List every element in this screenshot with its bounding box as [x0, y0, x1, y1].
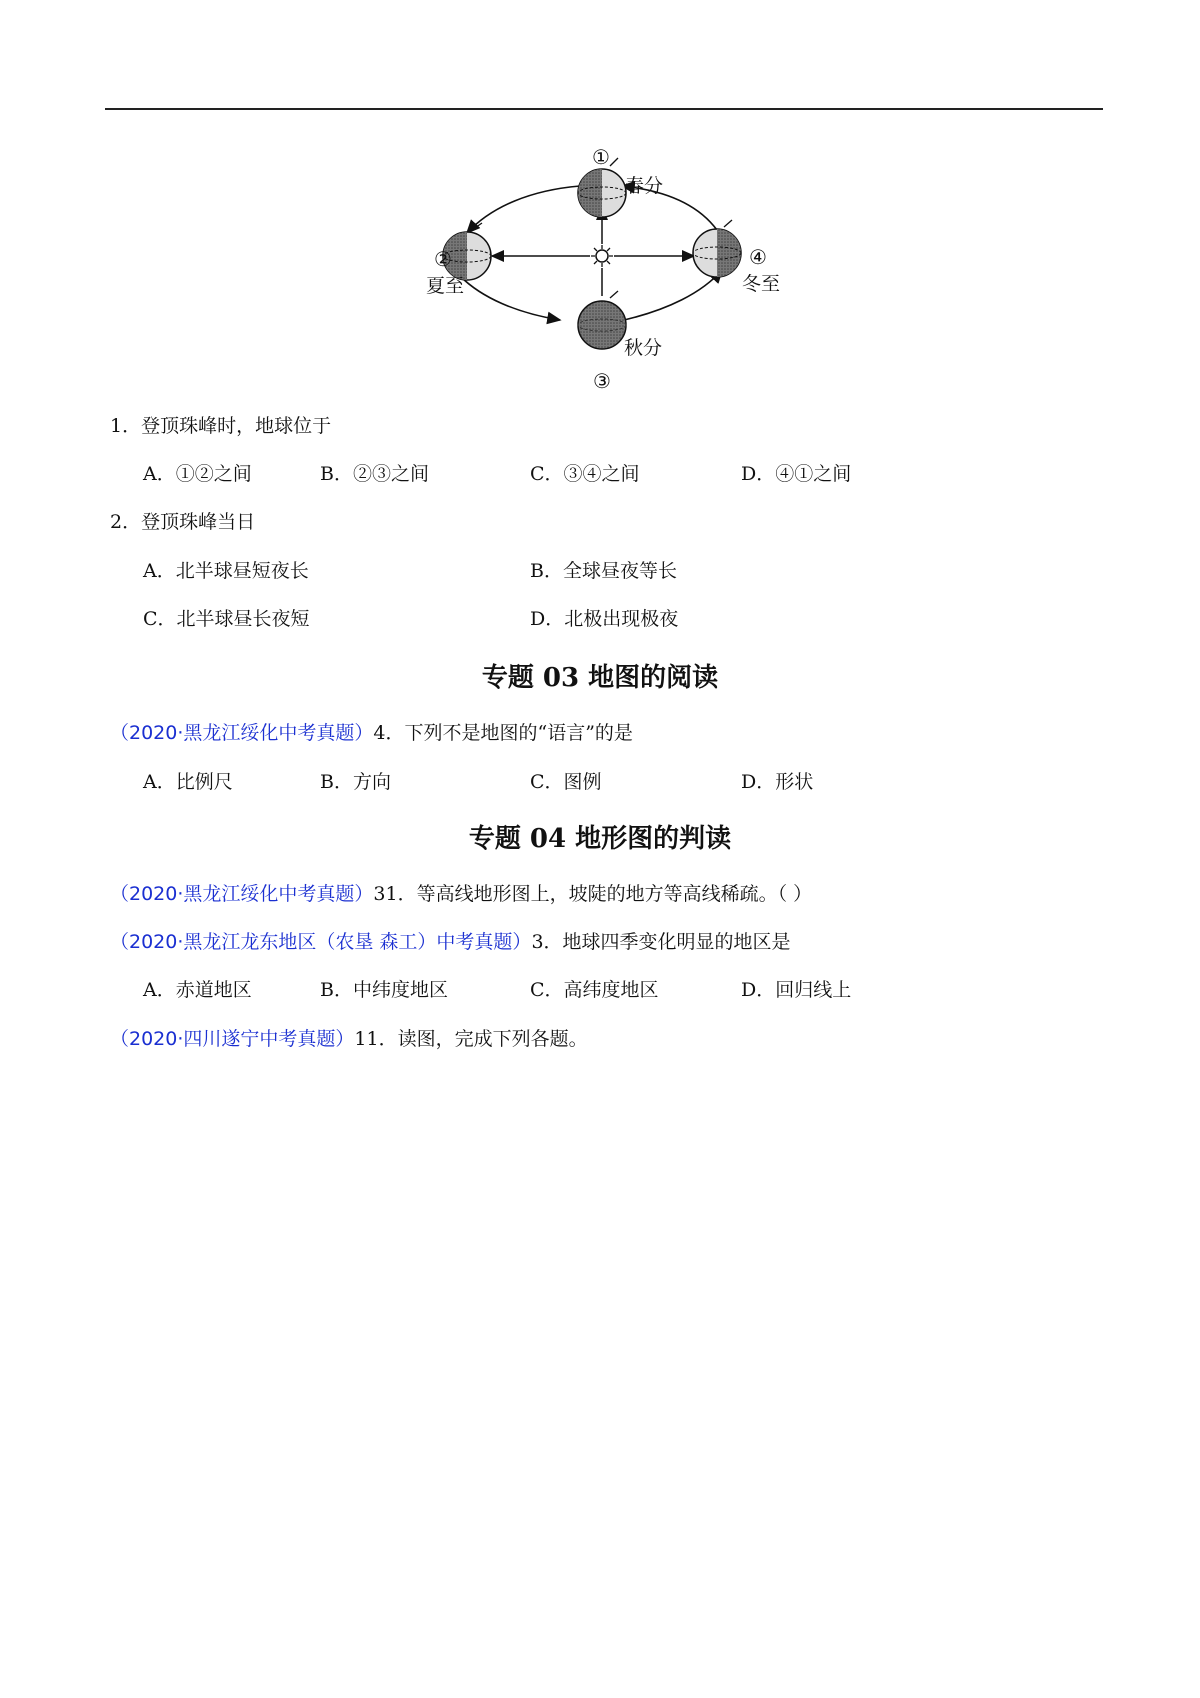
orbit-arc-3-4 [624, 270, 722, 320]
sun-icon [591, 245, 613, 267]
q2-option-b: B．全球昼夜等长 [530, 560, 677, 582]
q31-stem: 31．等高线地形图上，坡陡的地方等高线稀疏。（ ） [373, 883, 813, 905]
label-n3: ③ [593, 369, 611, 393]
q4-stem: 4．下列不是地图的“语言”的是 [373, 722, 633, 744]
q2-option-d: D．北极出现极夜 [530, 608, 679, 630]
q3-option-d: D．回归线上 [741, 979, 852, 1001]
q2-option-c: C．北半球昼长夜短 [143, 608, 310, 630]
earth-orbit-figure [412, 148, 792, 398]
q4-option-a: A．比例尺 [143, 771, 233, 793]
q11-line [110, 1026, 588, 1052]
earth-autumn [578, 291, 626, 349]
q3-option-c: C．高纬度地区 [530, 979, 659, 1001]
header-rule [105, 108, 1103, 110]
section03-title: 专题 03 地图的阅读 [481, 663, 719, 693]
section04-title: 专题 04 地形图的判读 [468, 824, 732, 854]
q2-option-a: A．北半球昼短夜长 [143, 560, 309, 582]
q2-stem: 2．登顶珠峰当日 [110, 511, 256, 533]
label-autumn: 秋分 [624, 337, 663, 359]
q4-line [110, 720, 633, 746]
q4-option-d: D．形状 [741, 771, 814, 793]
q1-stem: 1．登顶珠峰时，地球位于 [110, 415, 332, 437]
q1-option-d: D．④①之间 [741, 463, 852, 485]
q1-option-c: C．③④之间 [530, 463, 640, 485]
q3-option-b: B．中纬度地区 [320, 979, 448, 1001]
q31-line [110, 881, 812, 907]
orbit-arc-2-3 [460, 276, 560, 320]
label-n2: ② [434, 247, 452, 271]
q31-source: （2020·黑龙江绥化中考真题） [110, 883, 374, 905]
q3-option-a: A．赤道地区 [143, 979, 252, 1001]
q4-option-b: B．方向 [320, 771, 391, 793]
label-n4: ④ [749, 245, 767, 269]
label-n1: ① [592, 148, 610, 169]
label-spring: 春分 [625, 175, 664, 197]
q3-source: （2020·黑龙江龙东地区（农垦 森工）中考真题） [110, 931, 532, 953]
q1-option-b: B．②③之间 [320, 463, 429, 485]
q11-stem: 11．读图，完成下列各题。 [354, 1028, 588, 1050]
label-winter: 冬至 [742, 273, 781, 295]
q4-source: （2020·黑龙江绥化中考真题） [110, 722, 374, 744]
q4-option-c: C．图例 [530, 771, 602, 793]
orbit-arc-1-2 [467, 186, 580, 233]
q11-source: （2020·四川遂宁中考真题） [110, 1028, 355, 1050]
q3-stem: 3．地球四季变化明显的地区是 [531, 931, 791, 953]
q1-option-a: A．①②之间 [143, 463, 252, 485]
earth-winter [693, 220, 741, 277]
label-summer: 夏至 [426, 275, 465, 297]
q3-line [110, 929, 791, 955]
